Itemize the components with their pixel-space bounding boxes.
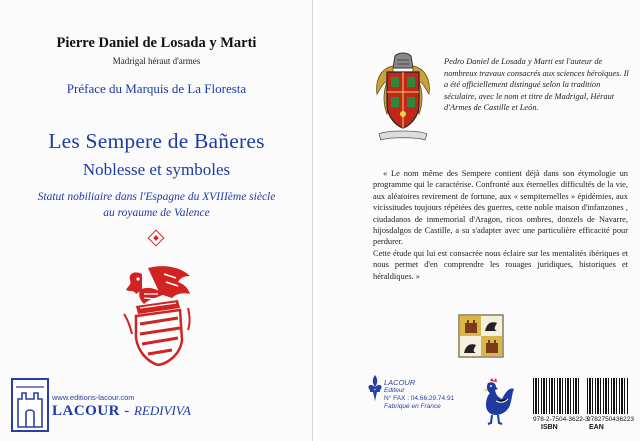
isbn-number: 978-2-7504-3622-3 (533, 416, 589, 423)
back-fabrique: Fabriqué en France (384, 403, 441, 410)
back-publisher (384, 379, 454, 411)
tower-logo-icon (10, 377, 50, 433)
publisher-sep: - (120, 403, 135, 419)
diamond-ornament-icon (148, 230, 165, 247)
statut-line-1: Statut nobiliaire dans l'Espagne du XVIIIème siècle (37, 191, 276, 203)
summary-paragraph-2: Cette étude qui lui est consacrée nous éclaire sur les mentalités ibériques et nous permet d'en comprendre les rouages juridiques, historiques et héraldiques. » (373, 248, 628, 281)
statut-line-2: au royaume de Valence (103, 207, 210, 219)
quartered-shield-icon (457, 313, 505, 359)
front-cover (0, 0, 313, 441)
publisher-series: REDIVIVA (134, 403, 191, 418)
author-bio: Pedro Daniel de Losada y Marti est l'auteur de nombreux travaux consacrés aux sciences héroïques. Il a été officiellement distingué selon la tradition séculaire, avec le nom et titre de Madrigal, Héraut d'Armes de Castille et León. (444, 57, 629, 112)
coat-of-arms-icon (371, 52, 435, 148)
book-statut (0, 189, 313, 221)
back-publisher-name: LACOUR (384, 378, 416, 387)
book-summary (373, 168, 628, 282)
summary-paragraph-1: « Le nom même des Sempere contient déjà dans son étymologie un programme qui le caractérise. Confronté aux éternelles difficultés de la vie, aux aléatoires revirement de fortune, aux « sempiternelles » épidémies, aux vicissitudes toujours répétées des guerres, cette noble maison d'infanzones , ciudadanos de inmemorial d'Aragon, ricos ombres, donzels de Navarre, hijosdalgos de Castille, a su s'adapter avec une particulière efficacité pour perdurer. (373, 169, 628, 247)
publisher-lacour: LACOUR (52, 403, 121, 419)
book-subtitle: Noblesse et symboles (82, 160, 231, 179)
rooster-icon (476, 377, 516, 427)
ean-number: 9782750436223 (587, 416, 634, 423)
preface-line: Préface du Marquis de La Floresta (66, 81, 247, 96)
publisher-url[interactable]: www.editions-lacour.com (52, 393, 135, 402)
back-publisher-role: Editeur (384, 387, 405, 394)
dragon-crest-icon (118, 264, 200, 366)
fleur-de-lis-icon (367, 373, 383, 403)
publisher-name (52, 403, 191, 420)
back-publisher-fax: N° FAX : 04.66.29.74.91 (384, 395, 455, 402)
author-role: Madrigal héraut d'armes (112, 56, 201, 66)
author-name: Pierre Daniel de Losada y Marti (56, 35, 257, 51)
ean-label: EAN (589, 424, 604, 431)
isbn-label: ISBN (541, 424, 558, 431)
isbn-barcode (533, 378, 581, 414)
ean-barcode (587, 378, 629, 414)
back-cover (319, 0, 640, 441)
book-title: Les Sempere de Bañeres (48, 129, 265, 153)
